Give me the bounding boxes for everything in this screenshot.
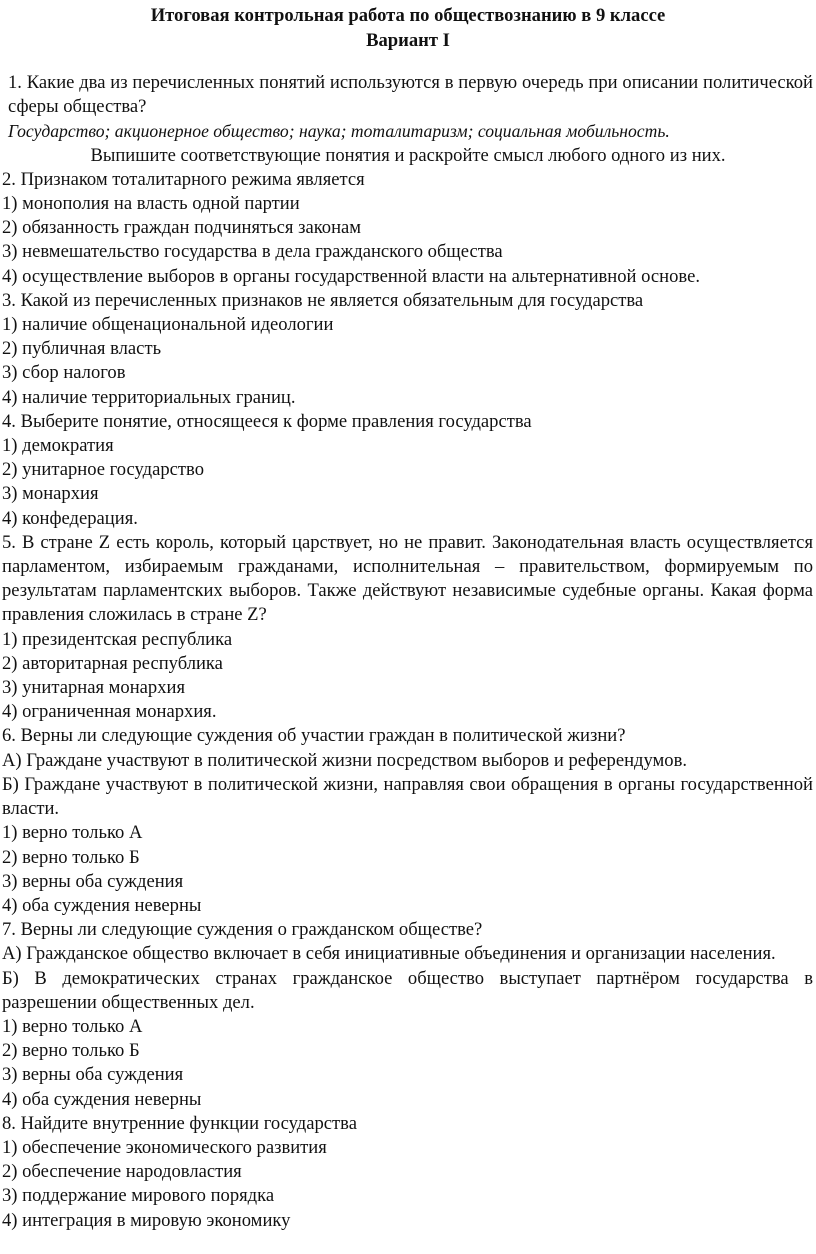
question-8-option-2: 2) обеспечение народовластия (2, 1161, 242, 1183)
question-1-text: 1. Какие два из перечисленных понятий используются в первую очередь при описании политической сферы общества? (8, 72, 813, 118)
question-4-text: 4. Выберите понятие, относящееся к форме правления государства (2, 410, 532, 432)
question-6-statement-b: Б) Граждане участвуют в политической жизни, направляя свои обращения в органы государственной власти. (2, 773, 813, 820)
question-2-option-2: 2) обязанность граждан подчиняться законам (2, 217, 362, 239)
question-2-text: 2. Признаком тоталитарного режима является (2, 168, 365, 190)
question-7-statement-a: А) Гражданское общество включает в себя инициативные объединения и организации населения. (2, 943, 776, 965)
question-6-option-4: 4) оба суждения неверны (2, 894, 202, 916)
question-4-option-3: 3) монархия (2, 483, 99, 505)
question-2-option-4: 4) осуществление выборов в органы государственной власти на альтернативной основе. (2, 265, 700, 287)
question-7-statement-b: Б) В демократических странах гражданское общество выступает партнёром государства в разрешении общественных дел. (2, 967, 813, 1013)
question-5-option-2: 2) авторитарная республика (2, 652, 223, 674)
question-5-option-4: 4) ограниченная монархия. (2, 701, 217, 723)
variant-label: Вариант I (366, 29, 450, 51)
question-5-option-3: 3) унитарная монархия (2, 677, 186, 699)
question-2-option-3: 3) невмешательство государства в дела гражданского общества (2, 241, 503, 263)
question-8-text: 8. Найдите внутренние функции государства (2, 1112, 357, 1134)
question-6-statement-a: А) Граждане участвуют в политической жизни посредством выборов и референдумов. (2, 749, 688, 771)
question-6-option-3: 3) верны оба суждения (2, 870, 184, 892)
question-7-option-4: 4) оба суждения неверны (2, 1088, 202, 1110)
question-1-concepts: Государство; акционерное общество; наука; тоталитаризм; социальная мобильность. (8, 121, 670, 142)
question-3-text: 3. Какой из перечисленных признаков не является обязательным для государства (2, 289, 644, 311)
question-3-option-1: 1) наличие общенациональной идеологии (2, 314, 334, 336)
question-4-option-2: 2) унитарное государство (2, 459, 205, 481)
question-8-option-4: 4) интеграция в мировую экономику (2, 1209, 291, 1231)
question-2-option-1: 1) монополия на власть одной партии (2, 193, 300, 215)
question-3-option-3: 3) сбор налогов (2, 362, 126, 384)
question-7-option-1: 1) верно только А (2, 1015, 143, 1037)
question-8-option-3: 3) поддержание мирового порядка (2, 1185, 275, 1207)
question-7-text: 7. Верны ли следующие суждения о гражданском обществе? (2, 919, 483, 941)
question-8-option-1: 1) обеспечение экономического развития (2, 1136, 327, 1158)
question-4-option-1: 1) демократия (2, 435, 114, 457)
question-7-option-2: 2) верно только Б (2, 1040, 140, 1062)
question-1-instruction: Выпишите соответствующие понятия и раскройте смысл любого одного из них. (90, 144, 726, 166)
question-3-option-4: 4) наличие территориальных границ. (2, 386, 296, 408)
question-6-text: 6. Верны ли следующие суждения об участии граждан в политической жизни? (2, 725, 626, 747)
question-4-option-4: 4) конфедерация. (2, 507, 138, 529)
question-6-option-2: 2) верно только Б (2, 846, 140, 868)
question-3-option-2: 2) публичная власть (2, 338, 162, 360)
question-6-option-1: 1) верно только А (2, 822, 143, 844)
spacer (0, 53, 816, 71)
question-5-text: 5. В стране Z есть король, который царствует, но не правит. Законодательная власть осуществляется парламентом, избираемым гражданами, исполнительная – правительством, формируемым по результатам парламентских выборов. Также действуют независимые судебные органы. Какая форма правления сложилась в стране Z? (2, 531, 813, 626)
question-5-option-1: 1) президентская республика (2, 628, 233, 650)
question-7-option-3: 3) верны оба суждения (2, 1064, 184, 1086)
document-title: Итоговая контрольная работа по обществознанию в 9 классе (150, 5, 666, 26)
